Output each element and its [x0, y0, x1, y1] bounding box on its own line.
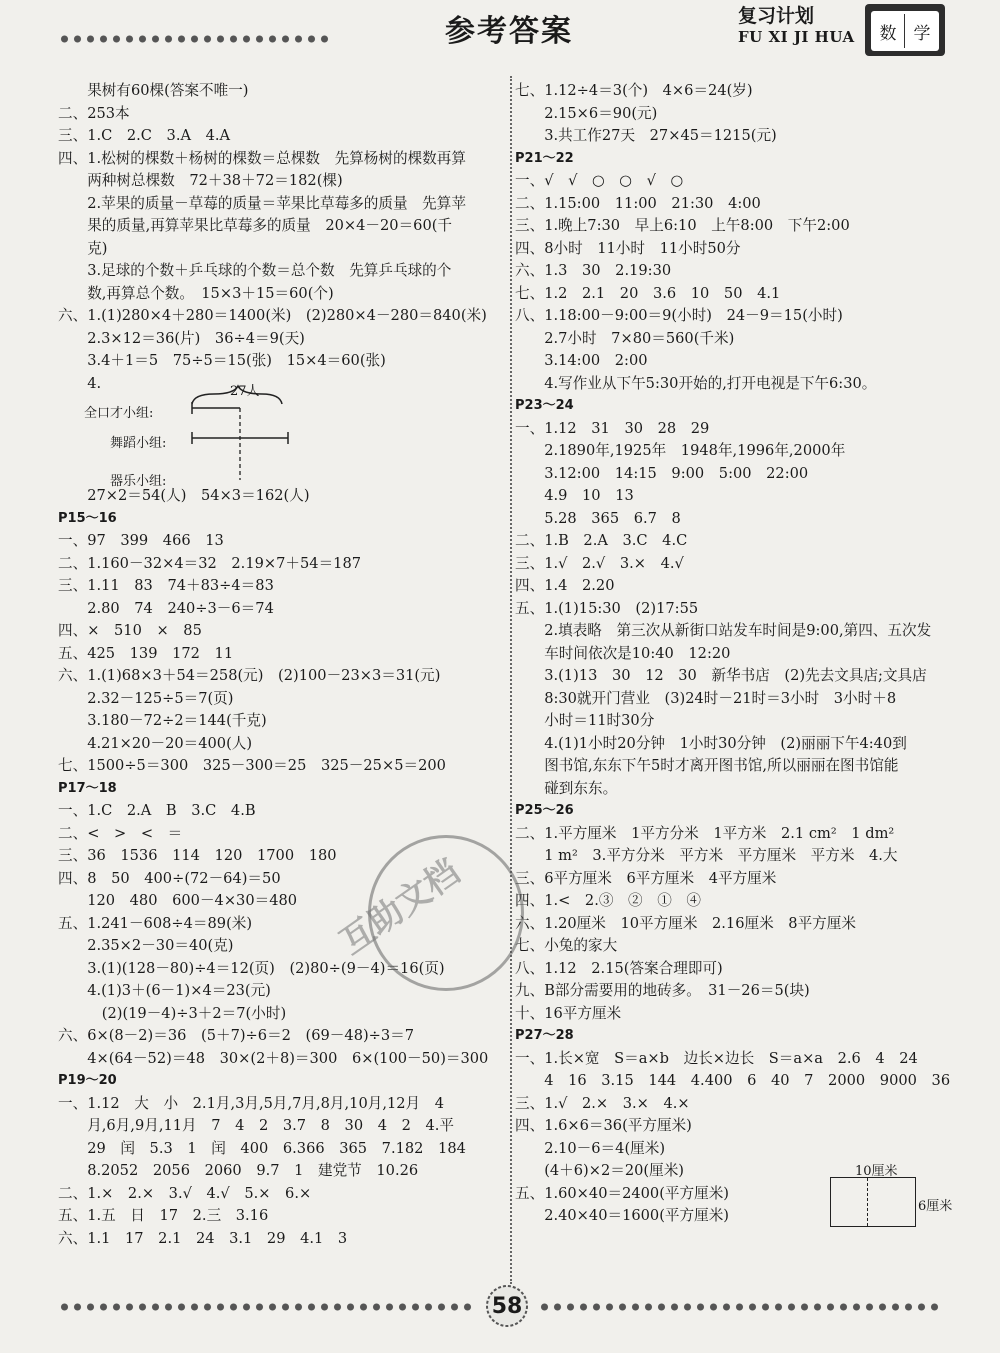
answer-line: 六、1.20厘米 10平方厘米 2.16厘米 8平方厘米 — [515, 914, 856, 932]
answer-line: 四、× 510 × 85 — [58, 622, 202, 639]
subject-badge — [865, 4, 945, 56]
answer-line: 2.7小时 7×80＝560(千米) — [515, 329, 735, 347]
rectangle-figure — [830, 1177, 916, 1227]
answer-line: 两种树总棵数 72＋38＋72＝182(棵) — [58, 172, 343, 189]
answer-line: 一、1.12 31 30 28 29 — [515, 419, 710, 437]
answer-line: 车时间依次是10:40 12:20 — [515, 644, 731, 662]
answer-line: 八、1.18:00－9:00＝9(小时) 24－9＝15(小时) — [515, 307, 843, 324]
answer-line: 四、8小时 11小时 11小时50分 — [515, 239, 741, 257]
answer-line: 2.15×6＝90(元) — [515, 104, 658, 122]
answer-line: 4.21×20－20＝400(人) — [58, 734, 253, 752]
series-en: FU XI JI HUA — [738, 28, 855, 46]
answer-line: 果树有60棵(答案不唯一) — [58, 82, 249, 99]
answer-line: 3.足球的个数＋乒乓球的个数＝总个数 先算乒乓球的个 — [58, 262, 452, 279]
answer-line: 克) — [58, 239, 108, 257]
answer-line: 2.35×2－30＝40(克) — [58, 937, 234, 954]
answer-line: 六、1.(1)280×4＋280＝1400(米) (2)280×4－280＝840(米) — [58, 307, 487, 324]
answer-line: 2.40×40＝1600(平方厘米) — [515, 1207, 729, 1224]
answer-line: 五、1.60×40＝2400(平方厘米) — [515, 1184, 729, 1202]
diagram-row-3: 器乐小组: — [110, 474, 167, 489]
answer-line: 图书馆,东东下午5时才离开图书馆,所以丽丽在图书馆能 — [515, 757, 899, 774]
answer-line: 4 16 3.15 144 4.400 6 40 7 2000 9000 36 — [515, 1072, 951, 1089]
answer-line: 二、< > < ＝ — [58, 824, 183, 842]
page-range-heading: P27～28 — [515, 1028, 574, 1043]
answer-line: 小时＝11时30分 — [515, 712, 655, 729]
footer-dots-left — [58, 1300, 476, 1314]
answer-line: 九、B部分需要用的地砖多。 31－26＝5(块) — [515, 982, 810, 999]
subject-char-2: 学 — [913, 23, 931, 44]
answer-line: 三、1.11 83 74＋83÷4＝83 — [58, 577, 274, 594]
figure-side-label: 6厘米 — [918, 1199, 953, 1214]
answer-line: 八、1.12 2.15(答案合理即可) — [515, 959, 723, 977]
answer-line: 碰到东东。 — [515, 779, 618, 797]
answer-line: 四、8 50 400÷(72－64)＝50 — [58, 869, 281, 887]
answer-line: (4＋6)×2＝20(厘米) — [515, 1162, 684, 1179]
answer-line: 六、6×(8－2)＝36 (5＋7)÷6＝2 (69－48)÷3＝7 — [58, 1027, 415, 1044]
answer-line: 三、1.C 2.C 3.A 4.A — [58, 127, 231, 144]
answer-line: 一、97 399 466 13 — [58, 532, 224, 549]
answer-line: 二、1.15:00 11:00 21:30 4:00 — [515, 194, 761, 212]
answer-line: 一、1.12 大 小 2.1月,3月,5月,7月,8月,10月,12月 4 — [58, 1094, 445, 1112]
answer-line: 3.14:00 2:00 — [515, 352, 648, 369]
answer-line: 五、1.(1)15:30 (2)17:55 — [515, 599, 699, 617]
column-divider — [510, 76, 513, 1284]
answer-line: 4.(1)3＋(6－1)×4＝23(元) — [58, 982, 271, 999]
diagram-top-label: 27人 — [230, 384, 260, 399]
page-title: 参考答案 — [445, 14, 573, 49]
page-range-heading: P25～26 — [515, 803, 574, 818]
page-range-heading: P17～18 — [58, 780, 117, 796]
diagram-row-2: 舞蹈小组: — [110, 436, 167, 451]
answer-line: 二、1.× 2.× 3.√ 4.√ 5.× 6.× — [58, 1184, 312, 1202]
page-range-heading: P15～16 — [58, 510, 117, 526]
header-dots-left — [58, 32, 330, 46]
answer-line: 二、1.B 2.A 3.C 4.C — [515, 532, 688, 549]
watermark-text: 互助文档 — [332, 851, 468, 963]
answer-line: 4.9 10 13 — [515, 487, 634, 504]
answer-line: 4. — [58, 374, 102, 392]
answer-line: 四、1.松树的棵数＋杨树的棵数＝总棵数 先算杨树的棵数再算 — [58, 149, 466, 167]
page-range-heading: P19～20 — [58, 1073, 117, 1088]
answer-line: 三、1.√ 2.× 3.× 4.× — [515, 1094, 690, 1112]
answer-line: (2)(19－4)÷3＋2＝7(小时) — [58, 1004, 287, 1022]
page-number: 58 — [491, 1293, 523, 1319]
answer-line: 2.苹果的质量－草莓的质量＝苹果比草莓多的质量 先算苹 — [58, 194, 466, 212]
answer-line: 三、6平方厘米 6平方厘米 4平方厘米 — [515, 869, 777, 887]
footer-dots-right — [538, 1300, 942, 1314]
book-icon — [871, 11, 939, 51]
figure-top-label: 10厘米 — [855, 1164, 898, 1179]
answer-line: 七、1.12÷4＝3(个) 4×6＝24(岁) — [515, 82, 753, 99]
answer-line: 数,再算总个数。 15×3＋15＝60(个) — [58, 284, 334, 302]
answer-line: 27×2＝54(人) 54×3＝162(人) — [58, 487, 310, 504]
answer-line: 8.2052 2056 2060 9.7 1 建党节 10.26 — [58, 1162, 419, 1179]
answer-line: 六、1.1 17 2.1 24 3.1 29 4.1 3 — [58, 1229, 348, 1247]
answer-line: 四、1.4 2.20 — [515, 577, 615, 594]
series-cn: 复习计划 — [738, 5, 815, 27]
answer-line: 二、253本 — [58, 104, 130, 122]
answer-line: 120 480 600－4×30＝480 — [58, 892, 298, 909]
answer-line: 一、√ √ ○ ○ √ ○ — [515, 172, 684, 189]
answer-line: 3.180－72÷2＝144(千克) — [58, 712, 267, 729]
page-range-heading: P21～22 — [515, 150, 574, 166]
answer-line: 三、36 1536 114 120 1700 180 — [58, 847, 337, 864]
answer-line: 29 闰 5.3 1 闰 400 6.366 365 7.182 184 — [58, 1139, 466, 1157]
answer-line: 五、425 139 172 11 — [58, 644, 234, 662]
page-range-heading: P23～24 — [515, 398, 574, 413]
answer-line: 3.共工作27天 27×45＝1215(元) — [515, 127, 777, 144]
answer-line: 七、1500÷5＝300 325－300＝25 325－25×5＝200 — [58, 757, 446, 774]
answer-line: 4.(1)1小时20分钟 1小时30分钟 (2)丽丽下午4:40到 — [515, 734, 907, 752]
answer-line: 果的质量,再算苹果比草莓多的质量 20×4－20＝60(千 — [58, 217, 453, 234]
answer-line: 五、1.五 日 17 2.三 3.16 — [58, 1207, 269, 1224]
answer-line: 二、1.平方厘米 1平方分米 1平方米 2.1 cm² 1 dm² — [515, 824, 895, 842]
answer-line: 3.4＋1＝5 75÷5＝15(张) 15×4＝60(张) — [58, 352, 386, 369]
answer-line: 三、1.√ 2.√ 3.× 4.√ — [515, 554, 684, 572]
answer-line: 十、16平方厘米 — [515, 1004, 622, 1022]
diagram-row-1: 全口才小组: — [84, 406, 154, 421]
answer-line: 四、1.6×6＝36(平方厘米) — [515, 1117, 692, 1134]
answer-line: 2.填表略 第三次从新街口站发车时间是9:00,第四、五次发 — [515, 622, 932, 639]
answer-line: 4×(64－52)＝48 30×(2＋8)＝300 6×(100－50)＝300 — [58, 1049, 489, 1067]
answer-line: 5.28 365 6.7 8 — [515, 509, 681, 527]
series-title — [738, 6, 855, 48]
answer-line: 二、1.160－32×4＝32 2.19×7＋54＝187 — [58, 554, 362, 572]
answer-line: 月,6月,9月,11月 7 4 2 3.7 8 30 4 2 4.平 — [58, 1117, 454, 1134]
answer-line: 4.写作业从下午5:30开始的,打开电视是下午6:30。 — [515, 374, 877, 392]
answer-line: 8:30就开门营业 (3)24时－21时＝3小时 3小时＋8 — [515, 689, 897, 707]
answer-line: 1 m² 3.平方分米 平方米 平方厘米 平方米 4.大 — [515, 847, 898, 864]
answer-line: 五、1.241－608÷4＝89(米) — [58, 914, 253, 932]
answer-line: 2.80 74 240÷3－6＝74 — [58, 599, 274, 617]
answer-line: 3.12:00 14:15 9:00 5:00 22:00 — [515, 464, 809, 482]
answer-line: 四、1.< 2.③ ② ① ④ — [515, 892, 702, 909]
rectangle-midline — [867, 1178, 868, 1226]
answer-line: 2.3×12＝36(片) 36÷4＝9(天) — [58, 329, 305, 347]
answer-line: 2.10－6＝4(厘米) — [515, 1139, 666, 1157]
answer-line: 一、1.C 2.A B 3.C 4.B — [58, 802, 256, 819]
answer-line: 七、1.2 2.1 20 3.6 10 50 4.1 — [515, 284, 781, 302]
answer-line: 七、小兔的家大 — [515, 937, 618, 954]
answer-line: 六、1.(1)68×3＋54＝258(元) (2)100－23×3＝31(元) — [58, 667, 441, 684]
answer-line: 3.(1)13 30 12 30 新华书店 (2)先去文具店;文具店 — [515, 667, 927, 684]
answer-line: 一、1.长×宽 S＝a×b 边长×边长 S＝a×a 2.6 4 24 — [515, 1049, 918, 1067]
answer-line: 2.32－125÷5＝7(页) — [58, 689, 234, 707]
answer-line: 3.(1)(128－80)÷4＝12(页) (2)80÷(9－4)＝16(页) — [58, 959, 445, 977]
subject-char-1: 数 — [879, 23, 897, 44]
answer-line: 六、1.3 30 2.19:30 — [515, 262, 672, 279]
answer-line: 三、1.晚上7:30 早上6:10 上午8:00 下午2:00 — [515, 217, 850, 234]
answer-line: 2.1890年,1925年 1948年,1996年,2000年 — [515, 442, 846, 459]
